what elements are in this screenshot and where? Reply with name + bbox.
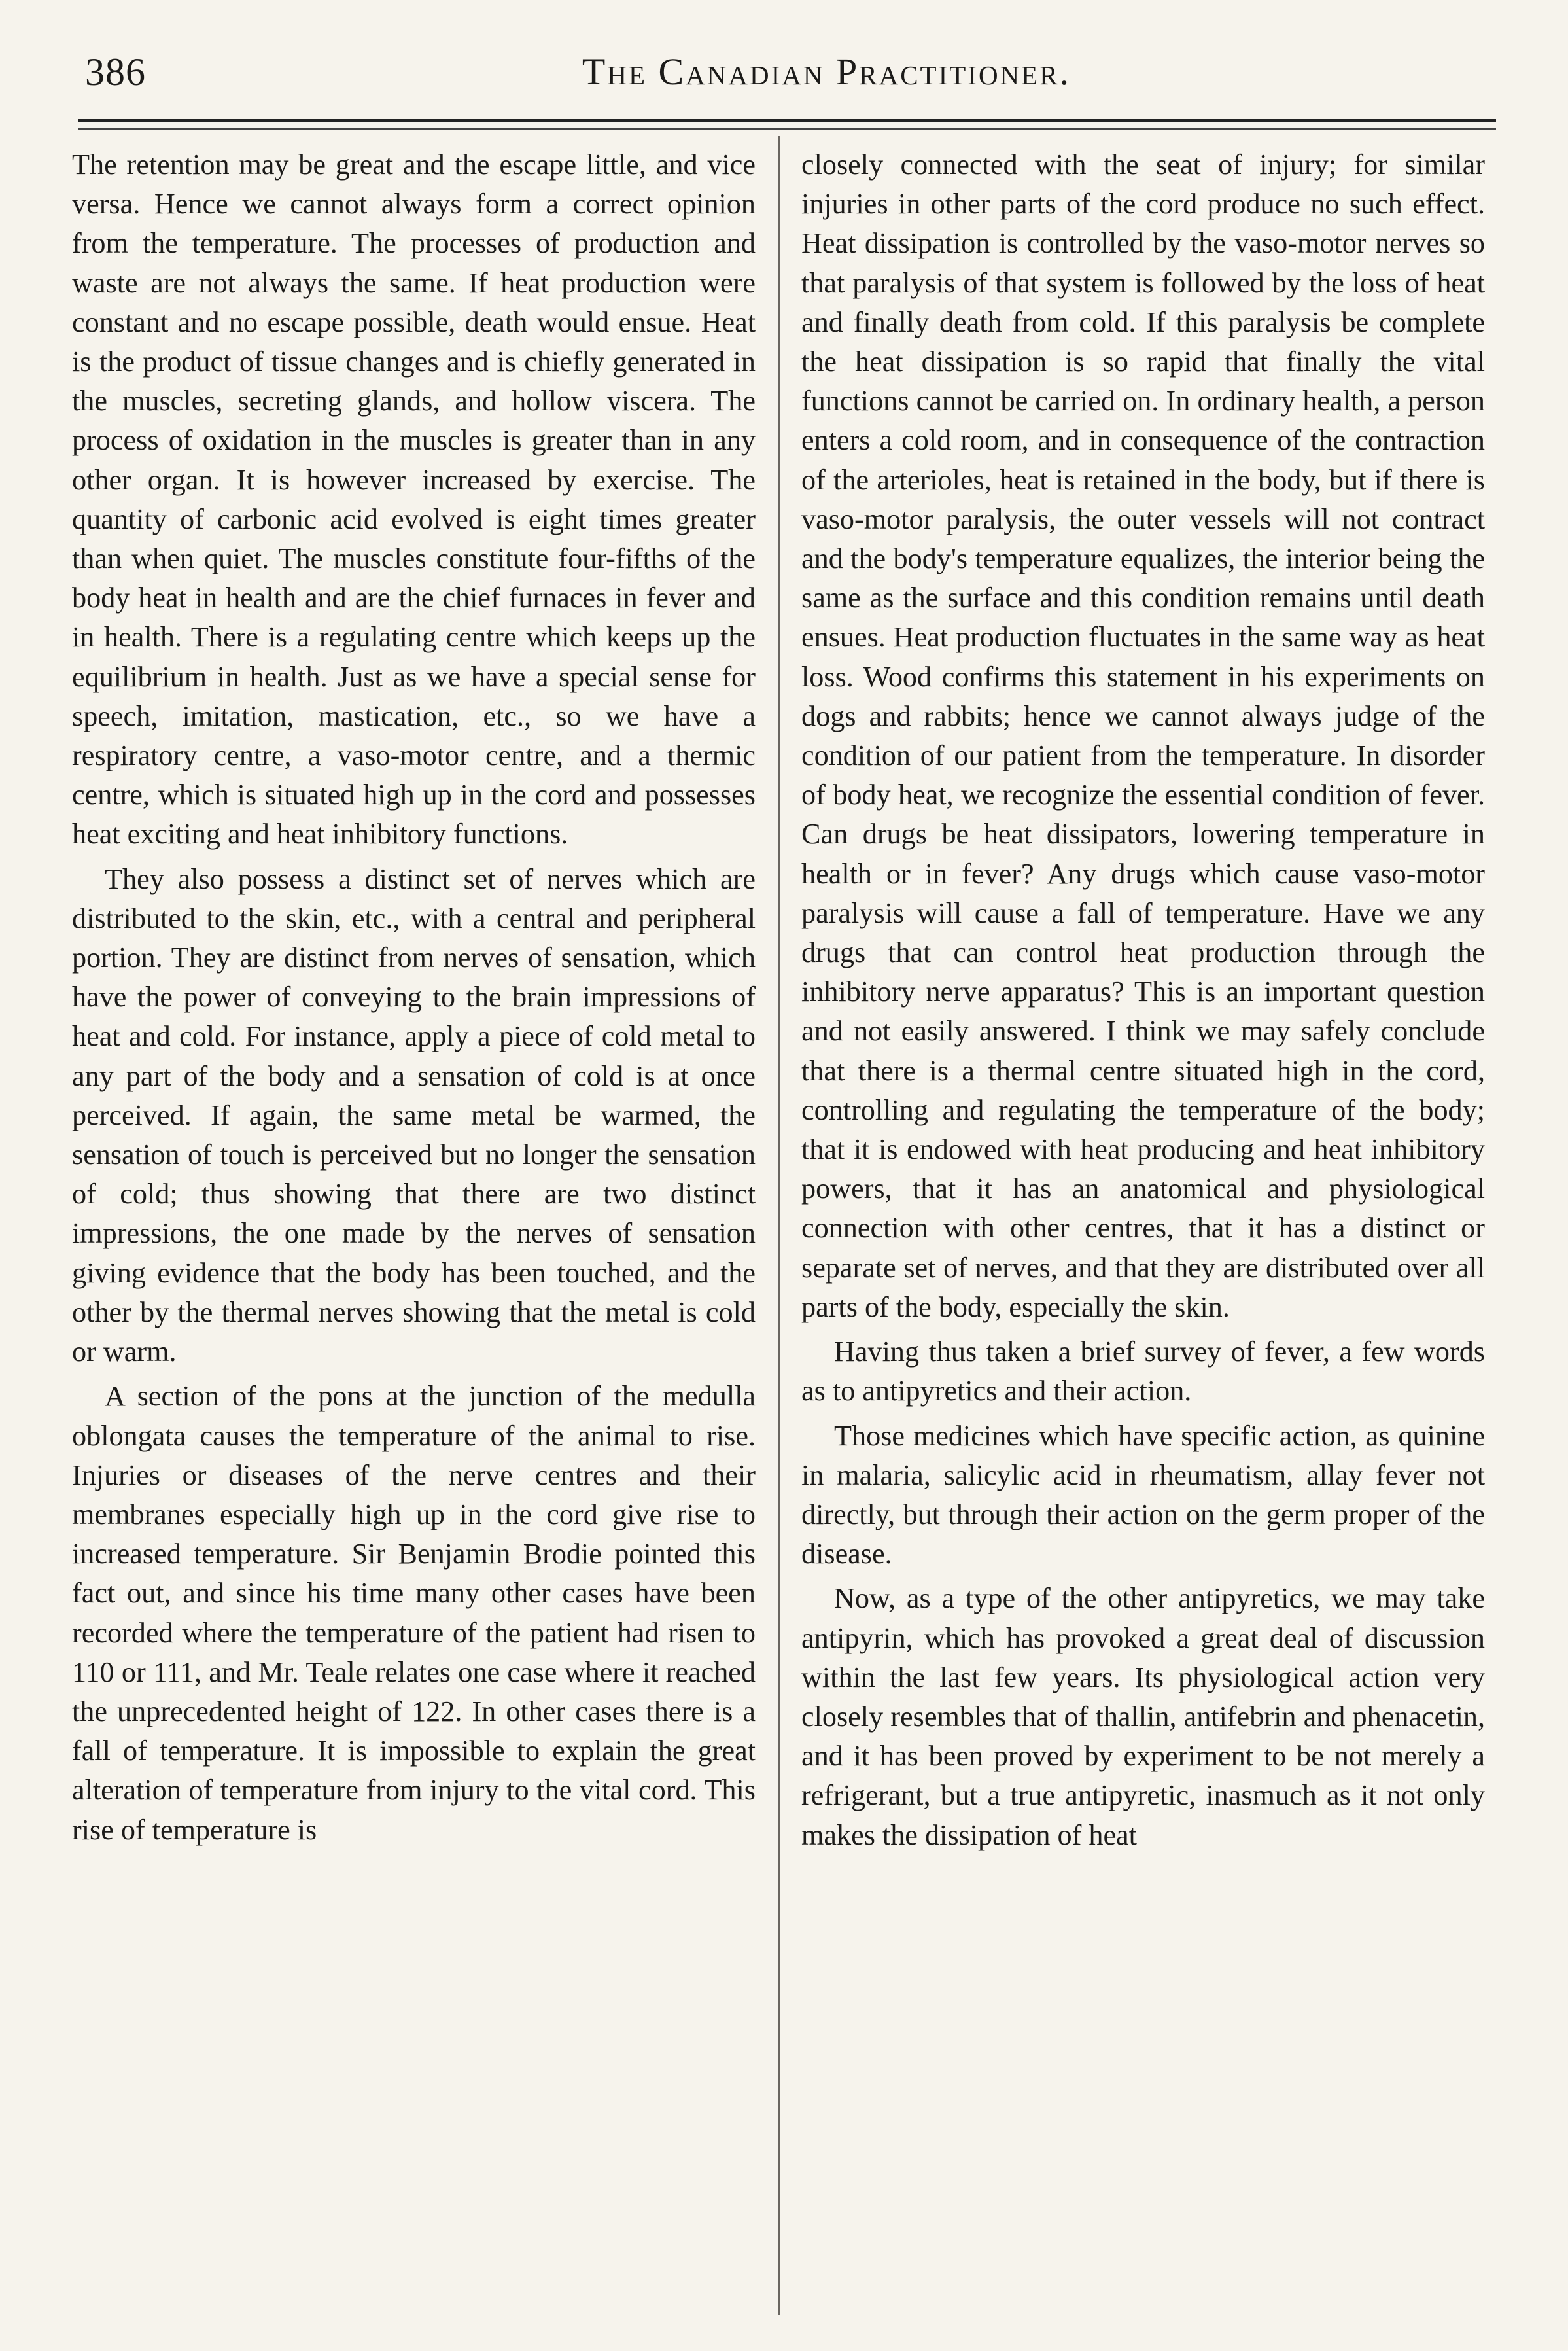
paragraph: Now, as a type of the other antipyretics, we may take antipyrin, which has provoked a great deal of discussion within the last few years. Its physiological action very closely resembles that of thallin, antifebrin and phenacetin, and it has been proved by experiment to be not merely a refrigerant, but a true antipyretic, inasmuch as it not only makes the dissipation of heat bbox=[801, 1582, 1485, 1851]
right-column bbox=[801, 145, 1485, 1855]
column-divider bbox=[778, 136, 780, 2315]
page-header bbox=[85, 41, 1490, 113]
left-column bbox=[72, 145, 756, 1850]
header-rule-thick bbox=[78, 119, 1496, 122]
paragraph: Those medicines which have specific action, as quinine in malaria, salicylic acid in rheumatism, allay fever not directly, but through their action on the germ proper of the disease. bbox=[801, 1419, 1485, 1570]
paragraph: A section of the pons at the junction of the medulla oblongata causes the temperature of the animal to rise. Injuries or diseases of the nerve centres and their membranes especially high up in the cord give rise to increased temperature. Sir Benjamin Brodie pointed this fact out, and since his time many other cases have been recorded where the temperature of the patient had risen to 110 or 111, and Mr. Teale relates one case where it reached the unprecedented height of 122. In other cases there is a fall of temperature. It is impossible to explain the great alteration of temperature from injury to the vital cord. This rise of temperature is bbox=[72, 1380, 756, 1846]
running-title: The Canadian Practitioner. bbox=[582, 50, 1071, 93]
header-rule-thin bbox=[78, 128, 1496, 130]
paragraph: Having thus taken a brief survey of fever, a few words as to antipyretics and their action. bbox=[801, 1335, 1485, 1407]
paragraph: closely connected with the seat of injury; for similar injuries in other parts of the cord produce no such effect. Heat dissipation is controlled by the vaso-motor nerves so that paralysis of that system is followed by the loss of heat and finally death from cold. If this paralysis be complete the heat dissipation is so rapid that finally the vital functions cannot be carried on. In ordinary health, a person enters a cold room, and in consequence of the contraction of the arterioles, heat is retained in the body, but if there is vaso-motor paralysis, the outer vessels will not contract and the body's temperature equalizes, the interior being the same as the surface and this condition remains until death ensues. Heat production fluctuates in the same way as heat loss. Wood confirms this statement in his experiments on dogs and rabbits; hence we cannot always judge of the condition of our patient from the temperature. In disorder of body heat, we recognize the essential condition of fever. Can drugs be heat dissipators, lowering temperature in health or in fever? Any drugs which cause vaso-motor paralysis will cause a fall of temperature. Have we any drugs that can control heat production through the inhibitory nerve apparatus? This is an important question and not easily answered. I think we may safely conclude that there is a thermal centre situated high in the cord, controlling and regulating the temperature of the body; that it is endowed with heat producing and heat inhibitory powers, that it has an anatomical and physiological connection with other centres, that it has a distinct or separate set of nerves, and that they are distributed over all parts of the body, especially the skin. bbox=[801, 149, 1485, 1323]
paragraph: They also possess a distinct set of nerves which are distributed to the skin, etc., with a central and peripheral portion. They are distinct from nerves of sensation, which have the power of conveying to the brain impressions of heat and cold. For instance, apply a piece of cold metal to any part of the body and a sensation of cold is at once perceived. If again, the same metal be warmed, the sensation of touch is perceived but no longer the sensation of cold; thus showing that there are two distinct impressions, the one made by the nerves of sensation giving evidence that the body has been touched, and the other by the thermal nerves showing that the metal is cold or warm. bbox=[72, 862, 756, 1368]
paragraph: The retention may be great and the escape little, and vice versa. Hence we cannot always form a correct opinion from the temperature. The processes of production and waste are not always the same. If heat production were constant and no escape possible, death would ensue. Heat is the product of tissue changes and is chiefly generated in the muscles, secreting glands, and hollow viscera. The process of oxidation in the muscles is greater than in any other organ. It is however increased by exercise. The quantity of carbonic acid evolved is eight times greater than when quiet. The muscles constitute four-fifths of the body heat in health and are the chief furnaces in fever and in health. There is a regulating centre which keeps up the equilibrium in health. Just as we have a special sense for speech, imitation, mastication, etc., so we have a respiratory centre, a vaso-motor centre, and a thermic centre, which is situated high up in the cord and possesses heat exciting and heat inhibitory functions. bbox=[72, 149, 756, 851]
page-number: 386 bbox=[85, 50, 146, 94]
